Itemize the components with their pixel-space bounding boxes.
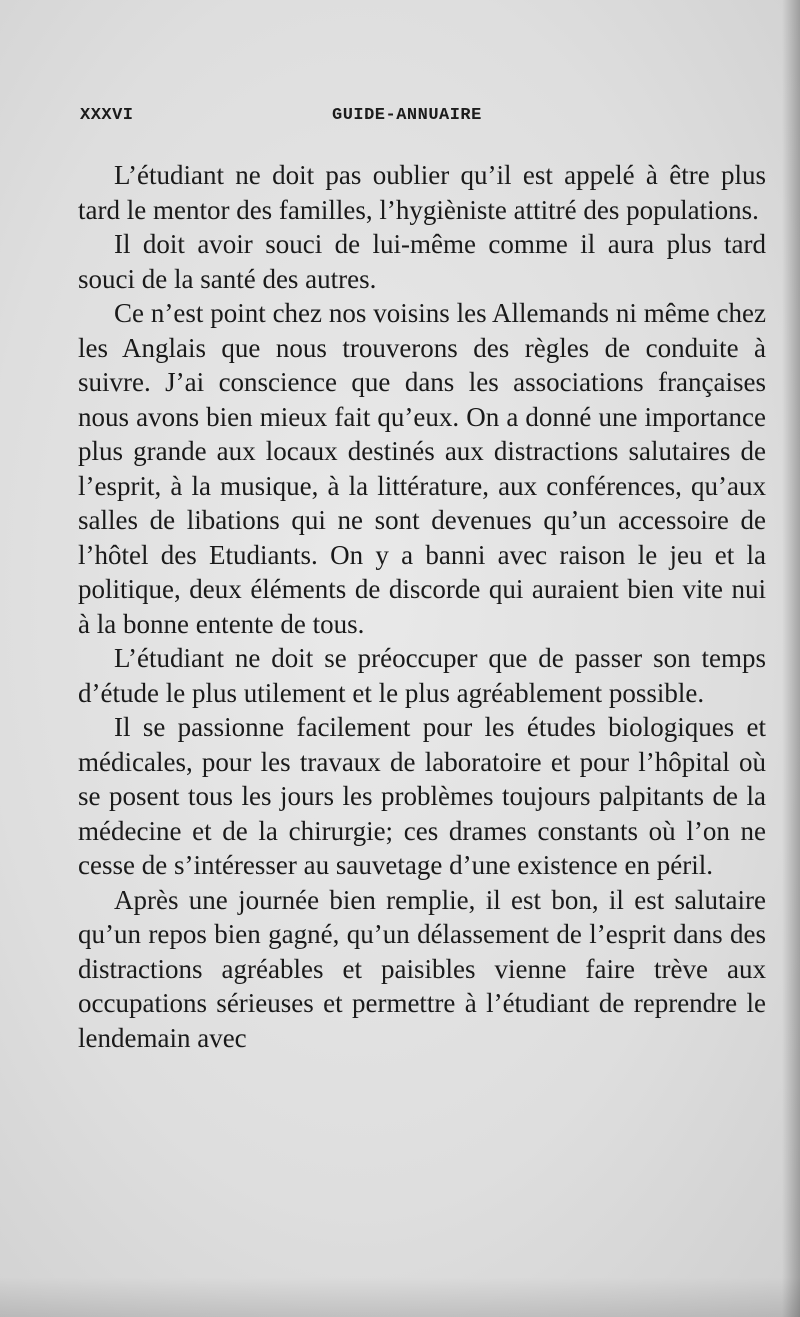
page-number: XXXVI: [80, 106, 134, 125]
running-head: [80, 106, 760, 136]
paragraph-5: Il se passionne facilement pour les études biologiques et médicales, pour les travaux de laboratoire et pour l’hôpital où se posent tous les jours les problèmes toujours palpitants de la médecine et de la chirurgie; ces drames constants où l’on ne cesse de s’intéresser au sauvetage d’une existence en péril.: [78, 712, 766, 880]
body-text: [78, 158, 766, 1055]
paragraph-4: L’étudiant ne doit se préoccuper que de passer son temps d’étude le plus utilement et le plus agréablement possible.: [78, 643, 766, 708]
paragraph-3: Ce n’est point chez nos voisins les Allemands ni même chez les Anglais que nous trouverons des règles de conduite à suivre. J’ai conscience que dans les associations françaises nous avons bien mieux fait qu’eux. On a donné une importance plus grande aux locaux destinés aux distractions salutaires de l’esprit, à la musique, à la littérature, aux conférences, qu’aux salles de libations qui ne sont devenues qu’un accessoire de l’hôtel des Etudiants. On y a banni avec raison le jeu et la politique, deux éléments de discorde qui auraient bien vite nui à la bonne entente de tous.: [78, 298, 766, 639]
paragraph-1: L’étudiant ne doit pas oublier qu’il est appelé à être plus tard le mentor des familles, l’hygièniste attitré des populations.: [78, 160, 766, 225]
page-edge-shadow: [782, 0, 800, 1317]
running-title: GUIDE-ANNUAIRE: [332, 106, 482, 125]
paragraph-2: Il doit avoir souci de lui-même comme il aura plus tard souci de la santé des autres.: [78, 229, 766, 294]
page-bottom-shadow: [0, 1277, 800, 1317]
paragraph-6: Après une journée bien remplie, il est bon, il est salutaire qu’un repos bien gagné, qu’un délassement de l’esprit dans des distractions agréables et paisibles vienne faire trève aux occupations sérieuses et permettre à l’étudiant de reprendre le lendemain avec: [78, 884, 766, 1053]
